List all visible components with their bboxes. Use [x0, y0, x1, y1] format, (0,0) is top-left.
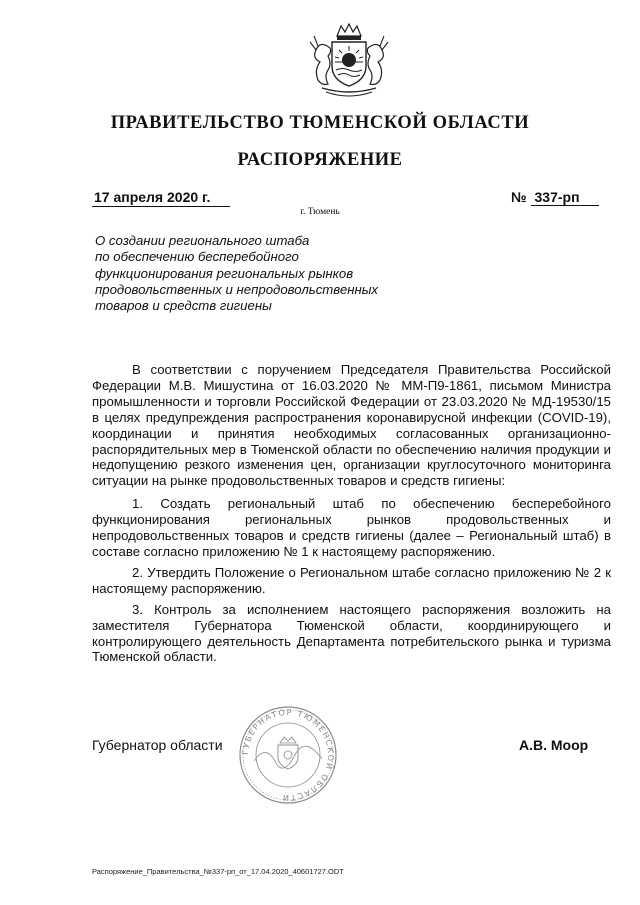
signature-name: А.В. Моор — [519, 737, 589, 753]
document-body — [92, 362, 611, 670]
order-item: 3. Контроль за исполнением настоящего распоряжения возложить на заместителя Губернатора Тюменской области, координирующего и контролирующего деятельность Департамента потребительского рынка и туризма Тюменской области. — [92, 601, 611, 665]
document-subject — [95, 233, 425, 314]
subject-line: функционирования региональных рынков — [95, 265, 354, 281]
document-type: РАСПОРЯЖЕНИЕ — [237, 150, 403, 170]
order-item: 1. Создать региональный штаб по обеспечению бесперебойного функционирования региональных рынков продовольственных и непродовольственных товаров и средств гигиены (далее – Региональный штаб) в составе согласно приложению № 1 к настоящему распоряжению. — [92, 496, 611, 559]
number-value: 337-рп — [531, 189, 599, 206]
order-item: 2. Утвердить Положение о Региональном штабе согласно приложению № 2 к настоящему распоряжению. — [92, 564, 611, 596]
signature-position: Губернатор области — [92, 737, 223, 753]
svg-text:ГУБЕРНАТОР ТЮМЕНСКОЙ ОБЛАСТИ — [241, 708, 336, 802]
preamble-paragraph: В соответствии с поручением Председателя Правительства Российской Федерации М.В. Мишустина от 16.03.2020 № ММ-П9-1861, письмом Министра промышленности и торговли Российской Федерации от 23.03.2020 № МД-19530/15 в целях предупреждения распространения коронавирусной инфекции (COVID-19), координации и принятия необходимых согласованных организационно-распорядительных мер в Тюменской области по обеспечению наличия продукции и недопущению резкого изменения цен, организации круглосуточного мониторинга ситуации на рынке продовольственных товаров и средств гигиены: — [92, 362, 611, 489]
stamp-text: ГУБЕРНАТОР ТЮМЕНСКОЙ ОБЛАСТИ — [240, 707, 336, 803]
document-city: г. Тюмень — [300, 207, 340, 217]
subject-line: продовольственных и непродовольственных — [95, 281, 379, 297]
subject-line: по обеспечению бесперебойного — [95, 249, 299, 265]
document-number — [511, 189, 605, 207]
official-seal-icon — [236, 703, 340, 807]
footer-filename: Распоряжение_Правительства_№337-рп_от_17.04.2020_40601727.ODT — [92, 867, 344, 876]
subject-line: товаров и средств гигиены — [95, 298, 272, 314]
coat-of-arms-icon — [302, 22, 396, 104]
number-sign: № — [511, 189, 527, 205]
subject-line: О создании регионального штаба — [95, 233, 310, 248]
document-date: 17 апреля 2020 г. — [92, 189, 230, 207]
government-title: ПРАВИТЕЛЬСТВО ТЮМЕНСКОЙ ОБЛАСТИ — [110, 113, 530, 133]
